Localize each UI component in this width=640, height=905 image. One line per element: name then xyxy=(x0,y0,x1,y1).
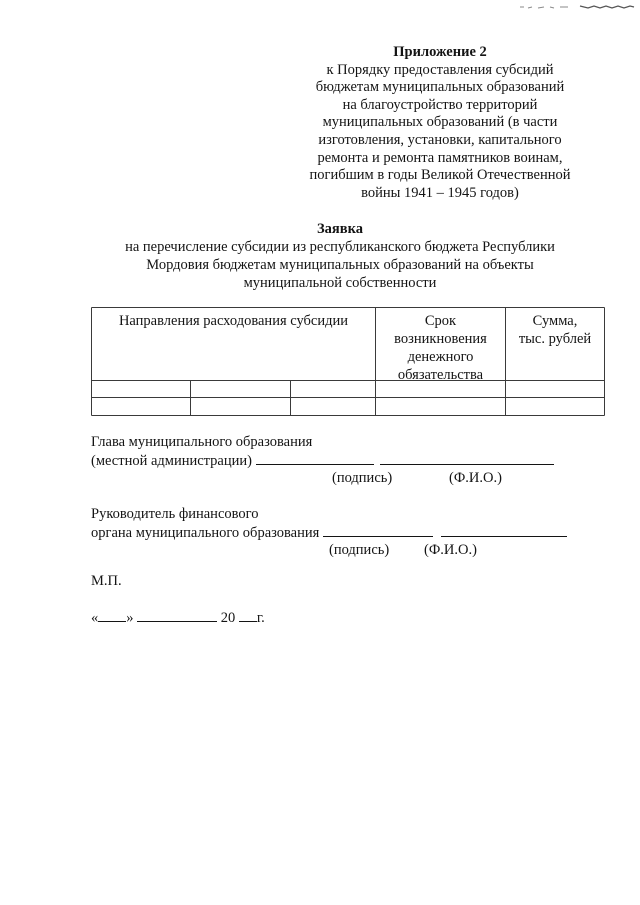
head-signature-block xyxy=(91,433,554,470)
appendix-line: муниципальных образований (в части xyxy=(322,114,558,131)
stamp-label: М.П. xyxy=(91,573,122,589)
finance-name-caption: (Ф.И.О.) xyxy=(424,542,477,558)
date-day-field[interactable] xyxy=(98,608,126,622)
head-name-field[interactable] xyxy=(380,451,554,465)
appendix-line: бюджетам муниципальных образований xyxy=(315,79,565,96)
table-header-term-line: денежного xyxy=(407,349,474,365)
appendix-line: к Порядку предоставления субсидий xyxy=(326,61,554,78)
table-header-term-line: возникновения xyxy=(394,331,487,347)
appendix-line: изготовления, установки, капитального xyxy=(318,131,562,148)
date-year-prefix: 20 xyxy=(220,610,236,626)
table-header-direction: Направления расходования субсидии xyxy=(118,313,349,329)
head-sign-caption: (подпись) xyxy=(332,470,393,486)
table-header-sum-line: Сумма, xyxy=(532,313,578,329)
table-header-term-line: Срок xyxy=(424,313,457,329)
scan-artifact xyxy=(518,3,636,11)
request-subtitle-line: муниципальной собственности xyxy=(243,275,437,291)
appendix-line: на благоустройство территорий xyxy=(342,96,538,113)
finance-title-line2: органа муниципального образования xyxy=(91,525,320,541)
finance-signature-block xyxy=(91,505,567,542)
appendix-block xyxy=(300,44,580,202)
date-close-quote: » xyxy=(126,610,134,626)
head-title-line2: (местной администрации) xyxy=(91,453,252,469)
table-header-term-line: обязательства xyxy=(397,367,484,383)
finance-sign-caption: (подпись) xyxy=(329,542,390,558)
appendix-line: ремонта и ремонта памятников воинам, xyxy=(317,149,563,166)
date-line xyxy=(91,608,265,627)
date-year-field[interactable] xyxy=(239,608,257,622)
appendix-line: погибшим в годы Великой Отечественной xyxy=(309,167,571,184)
head-name-caption: (Ф.И.О.) xyxy=(449,470,502,486)
date-year-suffix: г. xyxy=(256,610,265,626)
finance-signature-field[interactable] xyxy=(323,523,433,537)
date-open-quote: « xyxy=(91,610,99,626)
head-signature-field[interactable] xyxy=(256,451,374,465)
appendix-title: Приложение 2 xyxy=(393,44,487,60)
head-title-line: Глава муниципального образования xyxy=(91,434,313,450)
request-subtitle-line: Мордовия бюджетам муниципальных образований на объекты xyxy=(146,257,534,273)
request-subtitle xyxy=(80,238,600,292)
table-header-sum-line: тыс. рублей xyxy=(518,331,592,347)
request-title: Заявка xyxy=(317,221,363,237)
finance-name-field[interactable] xyxy=(441,523,567,537)
finance-title-line xyxy=(91,523,567,542)
request-subtitle-line: на перечисление субсидии из республиканского бюджета Республики xyxy=(125,239,555,255)
appendix-line: войны 1941 – 1945 годов) xyxy=(361,184,519,201)
finance-title-line: Руководитель финансового xyxy=(91,506,259,522)
table-header-sum xyxy=(506,312,604,348)
table-header-term xyxy=(376,312,505,384)
head-title-line xyxy=(91,451,554,470)
date-month-field[interactable] xyxy=(137,608,217,622)
